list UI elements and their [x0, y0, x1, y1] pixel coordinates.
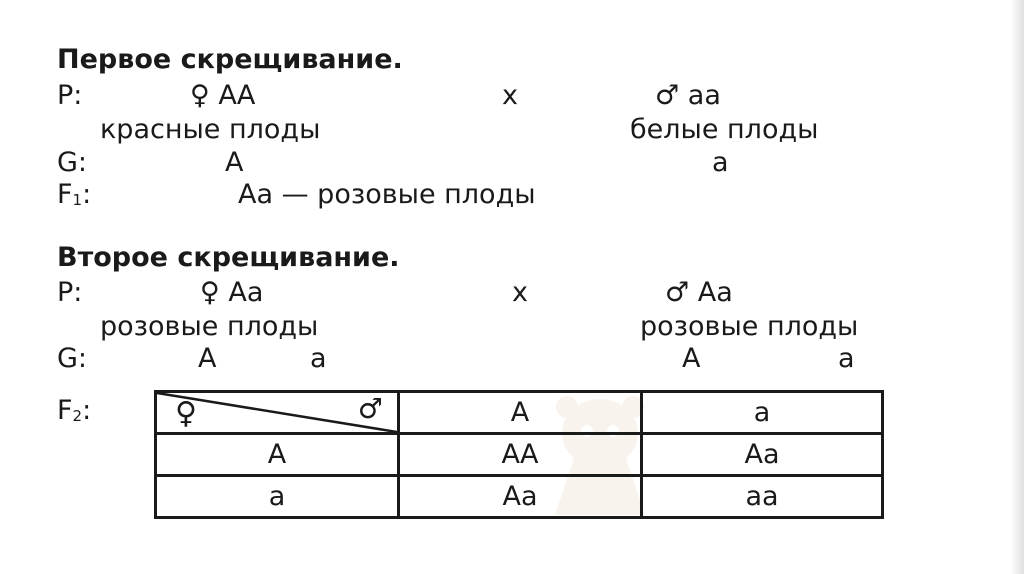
cross2-gamete-male-1: А: [682, 343, 701, 374]
cross1-title: Первое скрещивание.: [57, 44, 403, 75]
cross1-g-label: G:: [57, 147, 88, 178]
cross1-male-trait: белые плоды: [630, 114, 819, 145]
cross2-f2-label: F2:: [57, 395, 92, 426]
cross2-female-trait: розовые плоды: [100, 311, 319, 342]
punnett-square: [154, 390, 884, 519]
cross1-f1-result: Аа — розовые плоды: [238, 179, 536, 210]
punnett-row: [156, 434, 883, 476]
cross1-p-label: P:: [57, 80, 83, 111]
cross1-gamete-female: А: [225, 147, 244, 178]
punnett-row: [156, 476, 883, 518]
slide-edge-shadow: [1010, 0, 1024, 574]
cross1-female-trait: красные плоды: [100, 114, 321, 145]
punnett-cell: Аа: [399, 476, 642, 518]
cross2-title: Второе скрещивание.: [57, 242, 400, 273]
punnett-cell: АА: [399, 434, 642, 476]
cross2-g-label: G:: [57, 343, 88, 374]
male-symbol-icon: ♂: [357, 392, 383, 425]
cross2-gamete-female-1: А: [198, 343, 217, 374]
punnett-header-male-gamete-1: А: [399, 392, 642, 434]
cross1-female-genotype: ♀ АА: [190, 80, 256, 111]
cross1-gamete-male: а: [712, 147, 729, 178]
cross2-cross-sign: х: [512, 277, 528, 308]
cross2-male-trait: розовые плоды: [640, 311, 859, 342]
punnett-row-female-gamete: а: [156, 476, 399, 518]
cross1-male-genotype: ♂ аа: [655, 80, 721, 111]
punnett-header-row: [156, 392, 883, 434]
cross2-female-genotype: ♀ Аа: [200, 277, 264, 308]
cross1-f1-label: F1:: [57, 179, 92, 210]
cross2-gamete-male-2: а: [838, 343, 855, 374]
female-symbol-icon: ♀: [175, 396, 197, 431]
punnett-cell: Аа: [642, 434, 883, 476]
cross2-male-genotype: ♂ Аа: [665, 277, 733, 308]
cross2-gamete-female-2: а: [310, 343, 327, 374]
punnett-row-female-gamete: А: [156, 434, 399, 476]
punnett-header-male-gamete-2: а: [642, 392, 883, 434]
cross1-cross-sign: х: [502, 80, 518, 111]
punnett-corner-cell: [156, 392, 399, 434]
cross2-p-label: P:: [57, 277, 83, 308]
punnett-cell: аа: [642, 476, 883, 518]
